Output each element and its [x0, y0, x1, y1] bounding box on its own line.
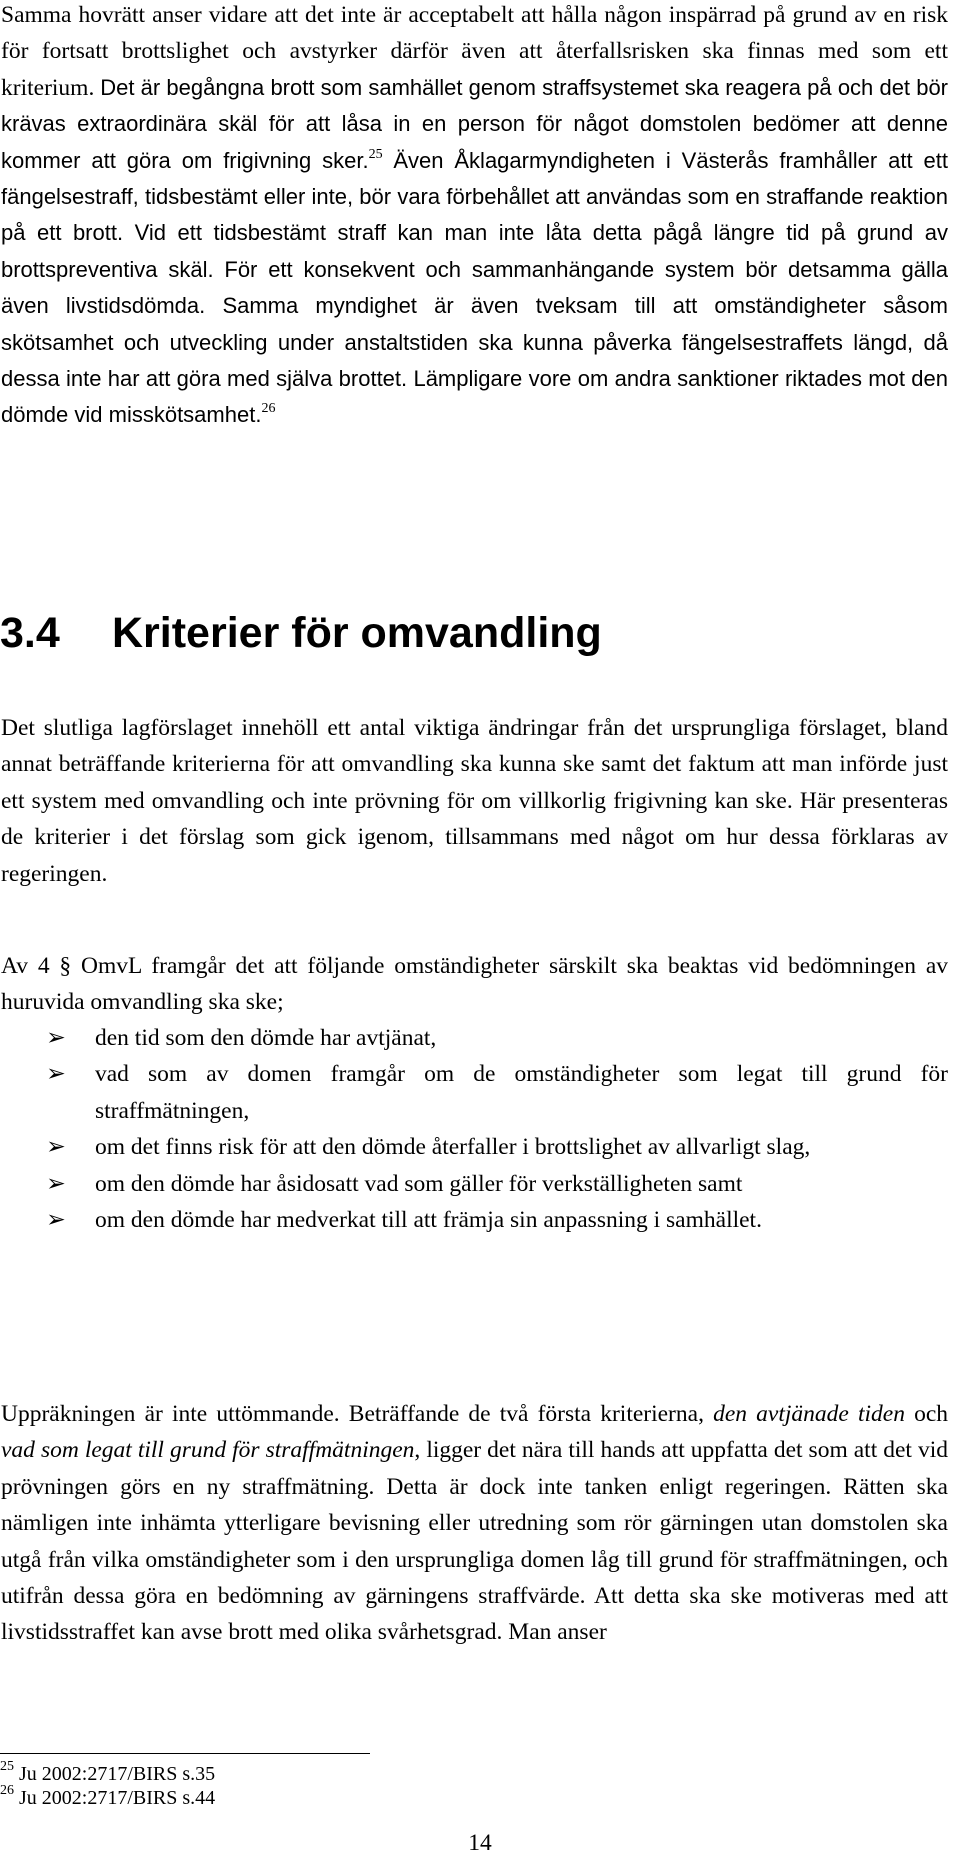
paragraph-text: och	[914, 1401, 949, 1427]
arrow-bullet-icon: ➢	[46, 1025, 66, 1051]
list-item	[0, 1020, 948, 1056]
footnote-separator	[0, 1753, 370, 1754]
footnote-reference: 25	[368, 146, 383, 162]
paragraph-sentence: Det är begångna brott som samhället genom straffsystemet ska reagera på och det bör krävas extraordinära skäl för att låsa in en person för något domstolen bedömer att denne kommer att göra om frigivning sker.	[1, 74, 949, 173]
paragraph-sentence: Även Åklagarmyndigheten i Västerås framhåller att ett fängelsestraff, tidsbestämt eller inte, bör vara förbehållet att användas som en straffande reaktion på ett brott. Vid ett tidsbestämt straff kan man inte låta detta pågå längre tid på grund av brottspreventiva skäl. För ett konsekvent och sammanhängande system bör detsamma gälla även livstidsdömda. Samma myndighet är även tveksam till att omständigheter såsom skötsamhet och utveckling under anstaltstiden ska kunna påverka fängelsestraffets längd, då dessa inte har att göra med själva brottet. Lämpligare vore om andra sanktioner riktades mot den dömde vid misskötsamhet.	[1, 147, 948, 428]
paragraph-slutliga-lagforslaget: Det slutliga lagförslaget innehöll ett antal viktiga ändringar från det ursprungliga förslaget, bland annat beträffande kriterierna för att omvandling ska kunna ske samt det faktum att man införde just ett system med omvandling och inte prövning för om villkorlig frigivning kan ske. Här presenteras de kriterier i det förslag som gick igenom, tillsammans med något om hur dessa förklaras av regeringen.	[1, 715, 948, 887]
emphasis-criterion: vad som legat till grund för straffmätningen	[1, 1437, 415, 1464]
list-item	[0, 1056, 948, 1129]
list-item-text: den tid som den dömde har avtjänat,	[95, 1025, 437, 1051]
footnote-reference: 26	[261, 401, 276, 417]
arrow-bullet-icon: ➢	[46, 1061, 66, 1088]
section-title: Kriterier för omvandling	[112, 609, 602, 657]
list-item-text: om den dömde har medverkat till att främja sin anpassning i samhället.	[95, 1207, 762, 1234]
paragraph-omvl-intro: Av 4 § OmvL framgår det att följande omständigheter särskilt ska beaktas vid bedömningen av huruvida omvandling ska ske;	[1, 953, 948, 1016]
criteria-list	[0, 1020, 948, 1238]
list-item-text: om den dömde har åsidosatt vad som gäller för verkställigheten samt	[95, 1170, 743, 1197]
footnote	[0, 1759, 216, 1786]
emphasis-criterion: den avtjänade tiden	[713, 1401, 905, 1427]
footnotes	[0, 1759, 216, 1810]
footnote	[0, 1783, 216, 1810]
list-item-text: vad som av domen framgår om de omständigheter som legat till grund för straffmätningen,	[95, 1061, 948, 1124]
list-item	[0, 1166, 948, 1202]
paragraph-upprakningen	[1, 1396, 948, 1651]
footnote-text: Ju 2002:2717/BIRS s.35	[19, 1763, 216, 1785]
page-number: 14	[468, 1830, 492, 1856]
section-number: 3.4	[0, 609, 60, 657]
footnote-text: Ju 2002:2717/BIRS s.44	[19, 1787, 216, 1809]
arrow-bullet-icon: ➢	[46, 1134, 66, 1161]
footnote-number: 26	[0, 1783, 14, 1798]
paragraph-text: , ligger det nära till hands att uppfatta det som att det vid prövningen görs en ny straffmätning. Detta är dock inte tanken enligt regeringen. Rätten ska nämligen inte inhämta ytterligare bevisning eller utredning som rör gärningen utan domstolen ska utgå från vilka omständigheter som i den ursprungliga domen låg till grund för straffmätningen, och utifrån dessa göra en bedömning av gärningens straffvärde. Att detta ska ske motiveras med att livstidsstraffet kan avse brott med olika svårhetsgrad. Man anser	[1, 1437, 949, 1646]
paragraph-sentence: Samma hovrätt anser vidare att det inte är acceptabelt att hålla någon inspärrad på grund av en risk för fortsatt brottslighet och avstyrker därför även att återfallsrisken ska finnas med som ett kriterium.	[1, 2, 948, 101]
list-item	[0, 1129, 948, 1165]
list-item-text: om det finns risk för att den dömde återfaller i brottslighet av allvarligt slag,	[95, 1134, 811, 1161]
list-item	[0, 1202, 948, 1238]
section-heading	[0, 608, 602, 658]
arrow-bullet-icon: ➢	[46, 1207, 66, 1234]
arrow-bullet-icon: ➢	[46, 1170, 66, 1197]
footnote-number: 25	[0, 1759, 14, 1774]
paragraph-text: Uppräkningen är inte uttömmande. Beträffande de två första kriterierna,	[1, 1401, 704, 1427]
paragraph-hovratt	[1, 0, 948, 434]
